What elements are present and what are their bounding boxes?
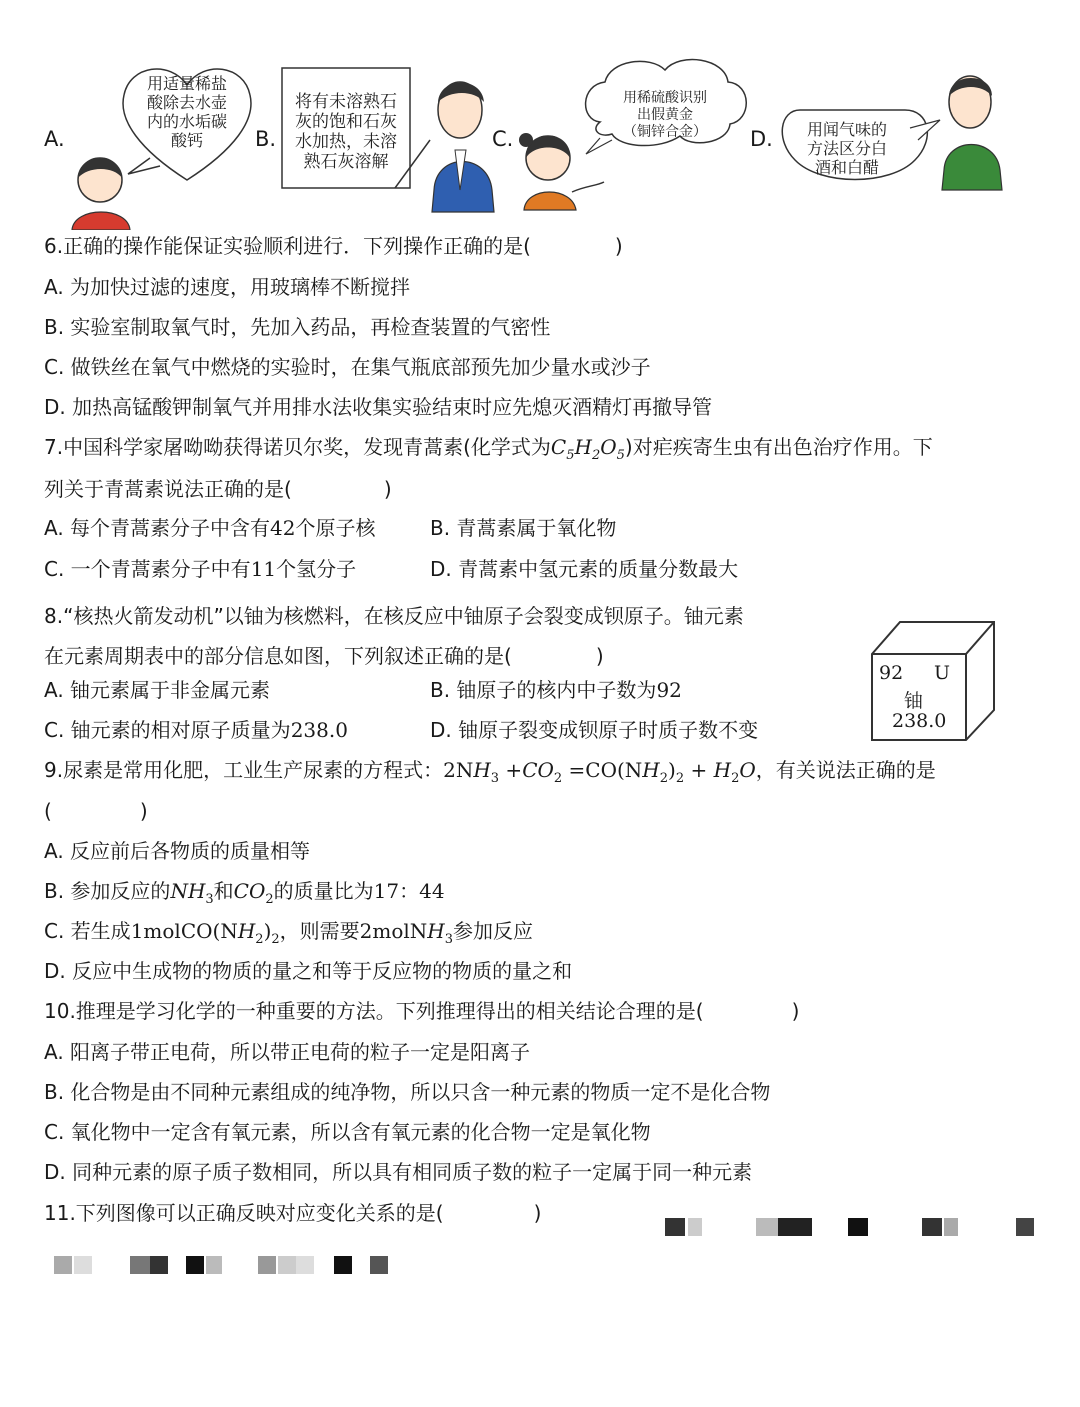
q9-answer-paren: ( ) [44, 799, 148, 823]
man-figure [432, 82, 494, 212]
q10-stem: 10.推理是学习化学的一种重要的方法。下列推理得出的相关结论合理的是( ) [44, 999, 800, 1023]
q10-option-a: A. 阳离子带正电荷，所以带正电荷的粒子一定是阳离子 [44, 1040, 531, 1064]
option-a-bubble-text: 用适量稀盐 酸除去水壶 内的水垢碳 酸钙 [146, 74, 227, 150]
man-figure-2 [942, 76, 1002, 190]
q8-option-b: B. 铀原子的核内中子数为92 [430, 678, 682, 702]
q9-equation: $2NH_3 +CO_2 =CO(NH_2)_2 + H_2O$ [443, 758, 756, 786]
q9-option-c: C. 若生成$1molCO(NH_2)_2$，则需要2molNH$_3$参加反应 [44, 919, 534, 947]
q11-stem: 11.下列图像可以正确反映对应变化关系的是( ) [44, 1201, 542, 1225]
option-b-label: B. [255, 127, 277, 151]
q7-option-a: A. 每个青蒿素分子中含有42个原子核 [44, 516, 376, 540]
option-c-label: C. [492, 127, 514, 151]
option-d-label: D. [750, 127, 773, 151]
q8-option-c: C. 铀元素的相对原子质量为238.0 [44, 718, 348, 742]
q9-option-d: D. 反应中生成物的物质的量之和等于反应物的物质的量之和 [44, 959, 573, 983]
option-a-label: A. [44, 127, 65, 151]
element-name: 铀 [904, 690, 924, 712]
boy-figure [72, 158, 130, 230]
q10-option-b: B. 化合物是由不同种元素组成的纯净物，所以只含一种元素的物质一定不是化合物 [44, 1080, 771, 1104]
q8-stem-line2: 在元素周期表中的部分信息如图，下列叙述正确的是( ) [44, 644, 604, 668]
girl-figure [519, 133, 604, 210]
q7-stem: 7.中国科学家屠呦呦获得诺贝尔奖，发现青蒿素(化学式为$C_5H_2O_5$)对疟疾寄生虫有出色治疗作用。下 [44, 435, 933, 463]
q7-option-d: D. 青蒿素中氢元素的质量分数最大 [430, 557, 739, 581]
q9-option-b: B. 参加反应的$NH_3$和$CO_2$的质量比为17：44 [44, 879, 445, 907]
q8-stem: 8.“核热火箭发动机”以铀为核燃料，在核反应中铀原子会裂变成钡原子。铀元素 [44, 604, 744, 628]
option-d-bubble-text: 用闻气味的 方法区分白 酒和白醋 [806, 120, 887, 177]
q7-option-c: C. 一个青蒿素分子中有11个氢分子 [44, 557, 357, 581]
q9-stem: 9.尿素是常用化肥，工业生产尿素的方程式：$2NH_3 +CO_2 =CO(NH_2)_2 + H_2O$，有关说法正确的是 [44, 758, 936, 786]
q6-option-a: A. 为加快过滤的速度，用玻璃棒不断搅拌 [44, 275, 411, 299]
q8-option-a: A. 铀元素属于非金属元素 [44, 678, 271, 702]
element-symbol: U [934, 662, 951, 684]
q10-option-c: C. 氧化物中一定含有氧元素，所以含有氧元素的化合物一定是氧化物 [44, 1120, 651, 1144]
q6-option-d: D. 加热高锰酸钾制氧气并用排水法收集实验结束时应先熄灭酒精灯再撤导管 [44, 395, 713, 419]
element-number: 92 [879, 662, 904, 684]
q7-formula: $C_5H_2O_5$ [550, 435, 625, 463]
option-c-bubble-text: 用稀硫酸识别 出假黄金 （铜锌合金） [623, 90, 707, 140]
q6-option-c: C. 做铁丝在氧气中燃烧的实验时，在集气瓶底部预先加少量水或沙子 [44, 355, 651, 379]
q6-stem: 6.正确的操作能保证实验顺利进行．下列操作正确的是( ) [44, 234, 623, 258]
q7-option-b: B. 青蒿素属于氧化物 [430, 516, 617, 540]
option-b-bubble-text: 将有未溶熟石 灰的饱和石灰 水加热，未溶 熟石灰溶解 [295, 92, 397, 172]
q9-option-a: A. 反应前后各物质的质量相等 [44, 839, 311, 863]
q10-option-d: D. 同种元素的原子质子数相同，所以具有相同质子数的粒子一定属于同一种元素 [44, 1160, 753, 1184]
q7-stem-line2: 列关于青蒿素说法正确的是( ) [44, 477, 392, 501]
element-mass: 238.0 [892, 710, 947, 732]
q6-option-b: B. 实验室制取氧气时，先加入药品，再检查装置的气密性 [44, 315, 551, 339]
q8-option-d: D. 铀原子裂变成钡原子时质子数不变 [430, 718, 759, 742]
